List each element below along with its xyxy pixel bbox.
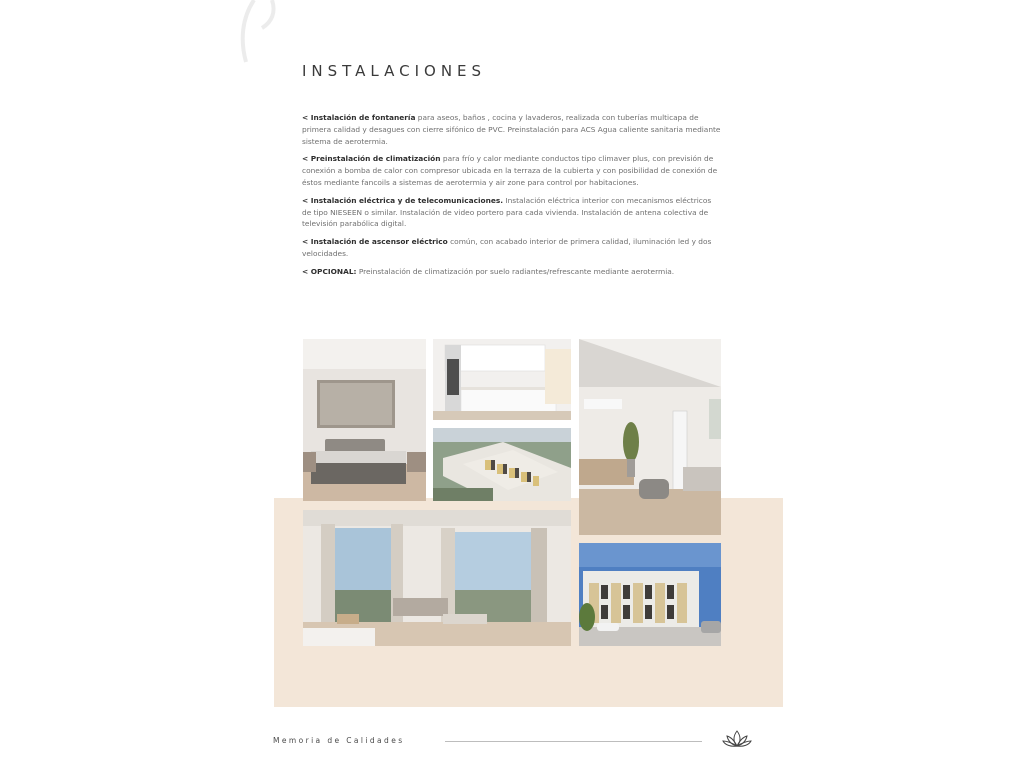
paragraph-optional — [302, 266, 722, 278]
paragraph-lead: < Preinstalación de climatización — [302, 154, 441, 164]
living-dining-image — [579, 339, 721, 535]
paragraph-electrical — [302, 195, 722, 230]
footer-label: Memoria de Calidades — [273, 736, 405, 745]
paragraph-text: común, con acabado interior de primera calidad, iluminación led y dos velocidades. — [302, 237, 712, 258]
decorative-leaf-icon — [232, 0, 292, 70]
footer-divider — [445, 741, 702, 742]
paragraph-climate — [302, 153, 722, 188]
paragraph-elevator — [302, 236, 722, 260]
living-room-image — [303, 510, 571, 646]
paragraph-text: Preinstalación de climatización por suelo radiantes/refrescante mediante aerotermia. — [356, 266, 675, 276]
paragraph-text: para frío y calor mediante conductos tipo climaver plus, con previsión de conexión a bomba de calor con compresor ubicada en la terraza de la cubierta y con posibilidad de conexión de éstos mediante fancoils a sistemas de aerotermia y air zone para control por habitaciones. — [302, 154, 718, 187]
paragraph-lead: < Instalación eléctrica y de telecomunicaciones. — [302, 195, 504, 205]
townhouse-exterior-image — [579, 543, 721, 646]
paragraph-lead: < Instalación de ascensor eléctrico — [302, 237, 448, 247]
page-title: INSTALACIONES — [302, 62, 487, 80]
kitchen-image — [433, 339, 571, 420]
lotus-logo-icon — [722, 729, 752, 749]
building-aerial-image — [433, 428, 571, 501]
bedroom-image — [303, 339, 426, 501]
paragraph-lead: < Instalación de fontanería — [302, 113, 416, 122]
paragraph-plumbing — [302, 112, 722, 147]
paragraph-text: para aseos, baños , cocina y lavaderos, realizada con tuberías multicapa de primera calidad y desagues con cierre sifónico de PVC. Preinstalación para ACS Agua caliente sanitaria mediante sistema de aerotermia. — [302, 113, 721, 146]
paragraph-lead: < OPCIONAL: — [302, 266, 357, 276]
paragraph-text: Instalación eléctrica interior con mecanismos eléctricos de tipo NIESEEN o similar. Instalación de video portero para cada vivienda. Instalación de antena colectiva de televisión parabólica digital. — [302, 195, 712, 229]
installations-text — [302, 112, 722, 284]
